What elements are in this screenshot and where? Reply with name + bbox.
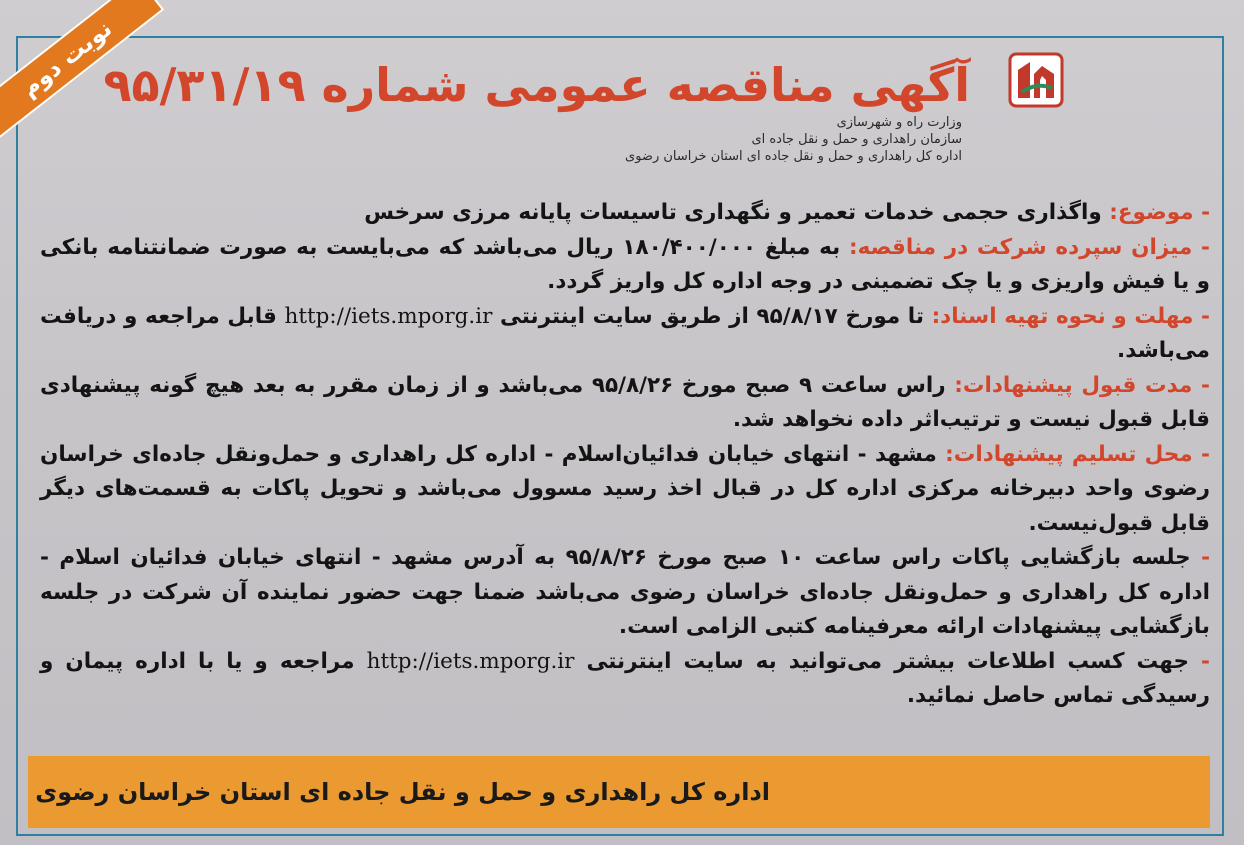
item-opening-text: جلسه بازگشایی پاکات راس ساعت ۱۰ صبح مورخ ۹۵/۸/۲۶ به آدرس مشهد - انتهای خیابان فدائیان اسلام - اداره کل راهداری و حمل‌ونقل جاده‌ای خراسان رضوی می‌باشد ضمنا جهت حضور نماینده آن شرکت در جلسه بازگشایی پیشنهادات ارائه معرفینامه کتبی الزامی است. (40, 545, 1210, 639)
org-ministry: وزارت راه و شهرسازی (836, 115, 962, 130)
item-delivery (40, 438, 1210, 542)
bullet-dash: - (1192, 372, 1210, 398)
footer-banner: اداره کل راهداری و حمل و نقل جاده ای استان خراسان رضوی (28, 756, 1210, 828)
bullet-dash: - (1192, 234, 1210, 260)
documents-website-link[interactable]: http://iets.mporg.ir (284, 303, 493, 329)
item-documents (40, 300, 1210, 369)
item-documents-heading: مهلت و نحوه تهیه اسناد: (931, 303, 1194, 329)
item-subject (40, 196, 1210, 231)
item-subject-heading: موضوع: (1109, 200, 1194, 225)
title-area (103, 58, 970, 118)
publication-round-ribbon: نوبت دوم (0, 0, 164, 141)
bullet-dash: - (1189, 648, 1210, 674)
item-acceptance-text: راس ساعت ۹ صبح مورخ ۹۵/۸/۲۶ می‌باشد و از زمان مقرر به بعد هیچ گونه پیشنهادی قابل قبول نیست و ترتیب‌اثر داده نخواهد شد. (40, 372, 1210, 432)
item-opening (40, 541, 1210, 645)
bullet-dash: - (1193, 303, 1210, 329)
org-department: اداره کل راهداری و حمل و نقل جاده ای استان خراسان رضوی (625, 149, 962, 164)
bullet-dash: - (1192, 441, 1210, 467)
item-documents-text-after: قابل مراجعه و دریافت می‌باشد. (40, 303, 1210, 363)
item-delivery-heading: محل تسلیم پیشنهادات: (945, 441, 1193, 467)
item-info-text-after: مراجعه و یا با اداره پیمان و رسیدگی تماس حاصل نمائید. (40, 648, 1210, 708)
item-acceptance (40, 369, 1210, 438)
item-documents-text: تا مورخ ۹۵/۸/۱۷ از طریق سایت اینترنتی (500, 303, 924, 329)
organization-block (625, 114, 962, 165)
item-info-text: جهت کسب اطلاعات بیشتر می‌توانید به سایت اینترنتی (586, 648, 1189, 674)
ministry-road-logo-icon (1008, 52, 1064, 108)
org-organization: سازمان راهداری و حمل و نقل جاده ای (751, 132, 962, 147)
item-subject-text: واگذاری حجمی خدمات تعمیر و نگهداری تاسیسات پایانه مرزی سرخس (364, 200, 1102, 225)
info-website-link[interactable]: http://iets.mporg.ir (366, 648, 575, 674)
bullet-dash: - (1190, 545, 1210, 570)
item-guarantee-text: به مبلغ ۱۸۰/۴۰۰/۰۰۰ ریال می‌باشد که می‌بایست به صورت ضمانتنامه بانکی و یا فیش واریزی و یا چک تضمینی در وجه اداره کل واریز گردد. (40, 234, 1210, 294)
bullet-dash: - (1193, 200, 1210, 225)
ad-title: آگهی مناقصه عمومی شماره ۹۵/۳۱/۱۹ (103, 58, 970, 112)
item-info (40, 645, 1210, 714)
item-guarantee (40, 231, 1210, 300)
item-guarantee-heading: میزان سپرده شرکت در مناقصه: (848, 234, 1193, 260)
item-delivery-text: مشهد - انتهای خیابان فدائیان‌اسلام - اداره کل راهداری و حمل‌ونقل جاده‌ای خراسان رضوی واحد دبیرخانه مرکزی اداره کل در قبال اخذ رسید مسوول می‌باشد و تحویل پاکات به قسمت‌های دیگر قابل قبول‌نیست. (40, 441, 1210, 536)
ad-body (40, 196, 1210, 714)
item-acceptance-heading: مدت قبول پیشنهادات: (954, 372, 1193, 398)
